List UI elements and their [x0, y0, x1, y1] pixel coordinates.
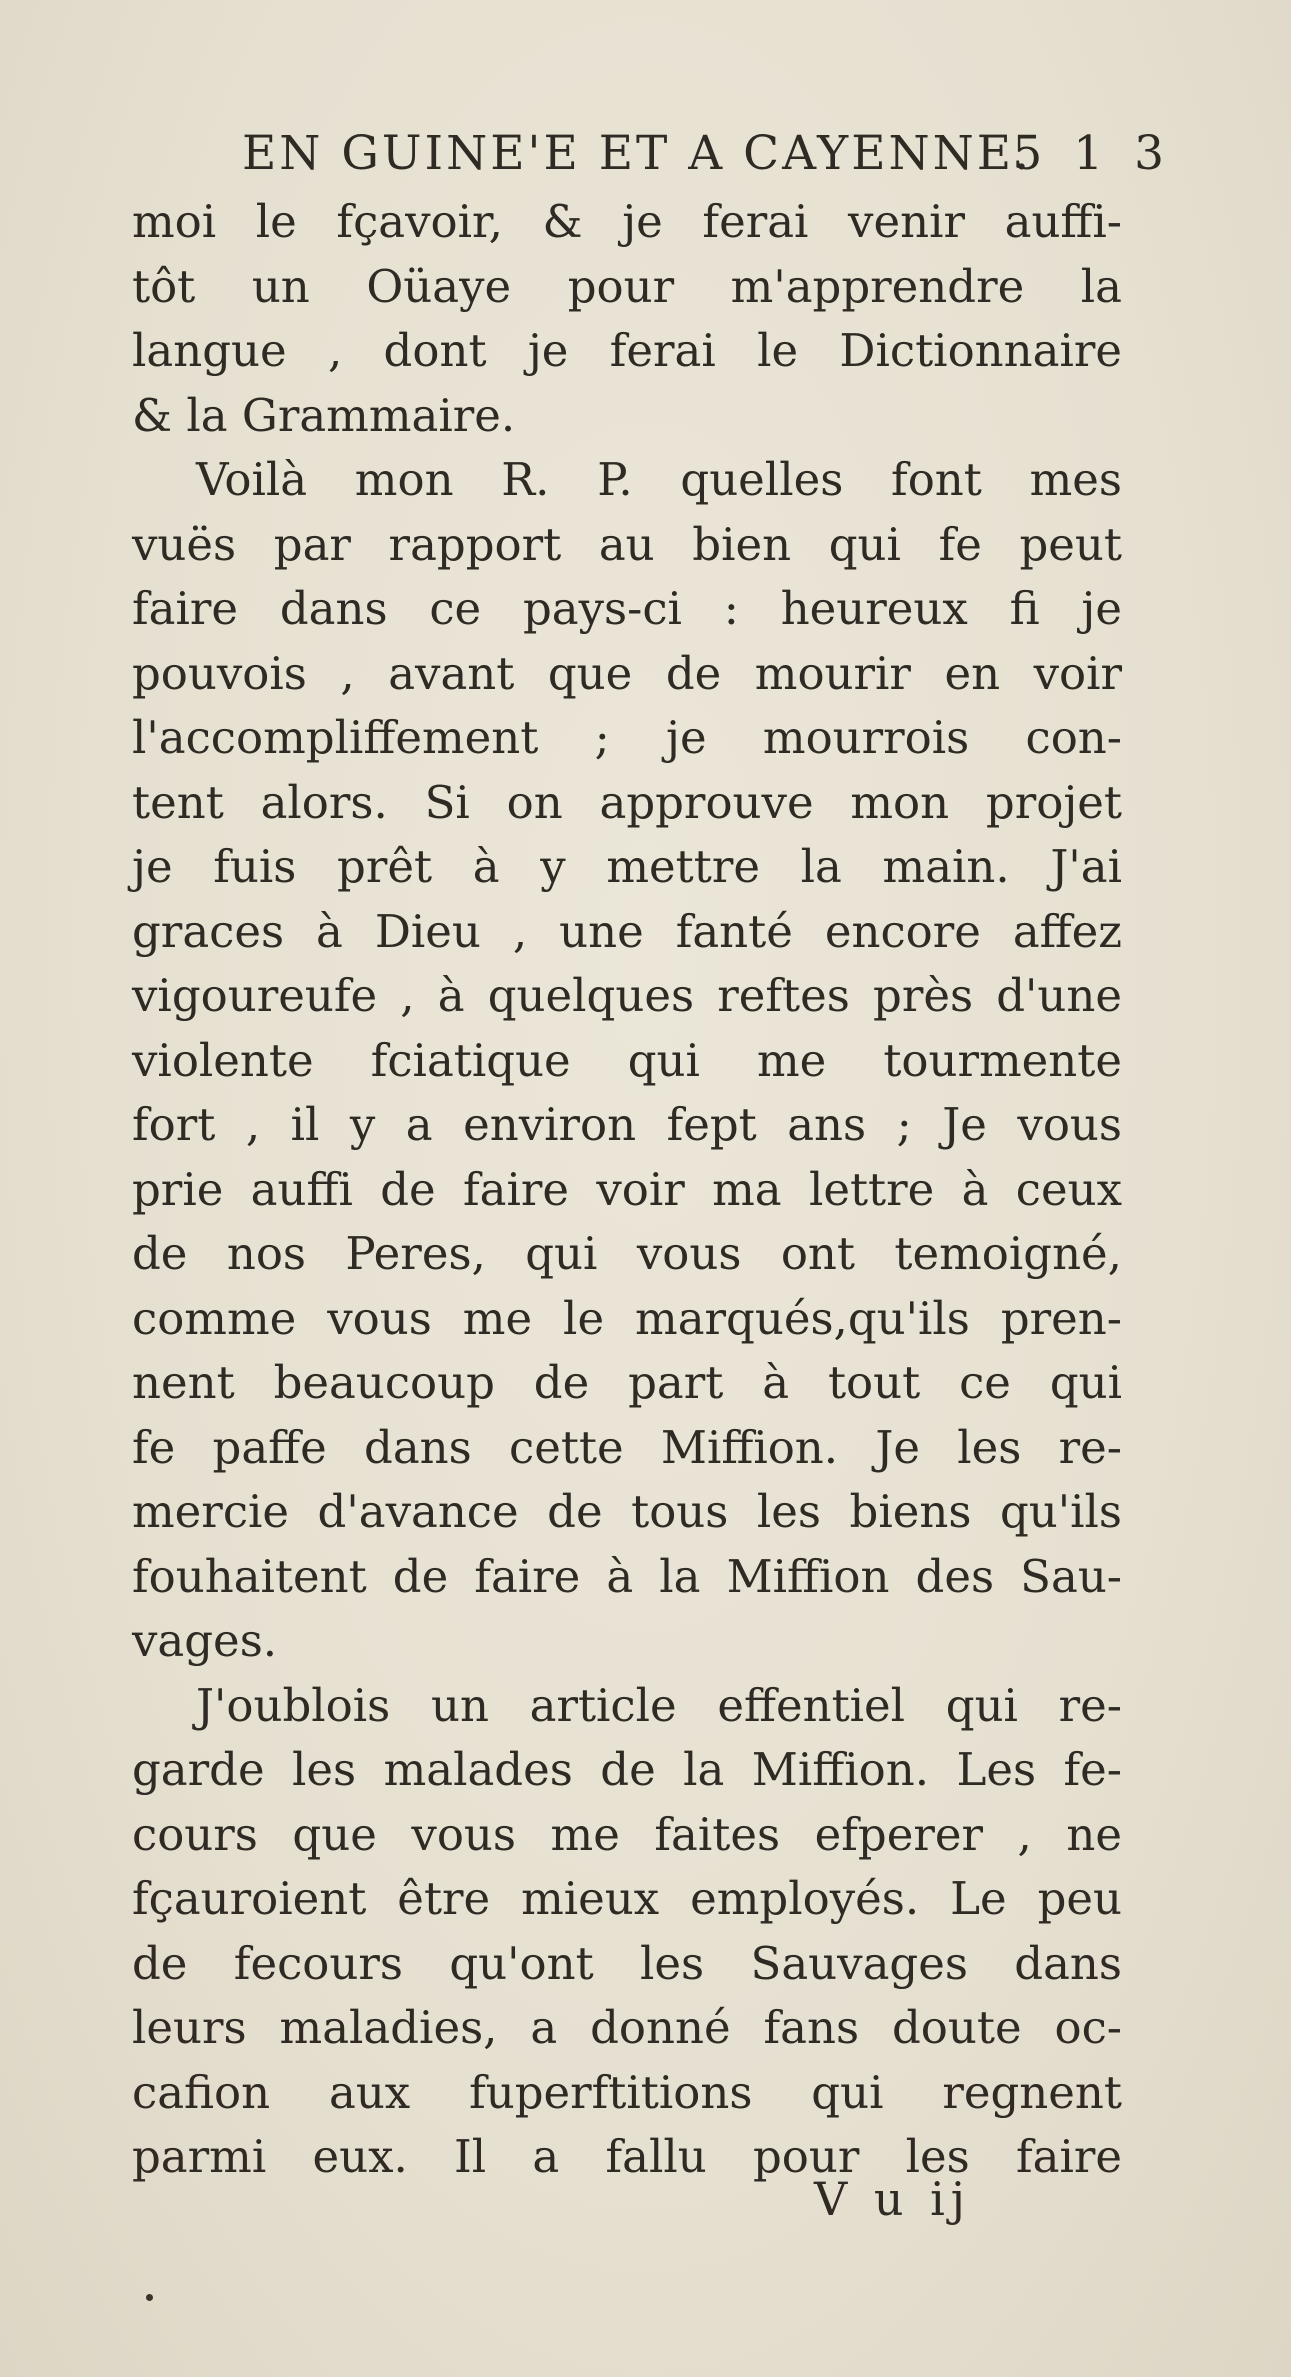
text-line: l'accompliffement ; je mourrois con-	[132, 711, 1122, 764]
running-head	[242, 126, 1172, 186]
text-line: vuës par rapport au bien qui fe peut	[132, 517, 1122, 571]
text-line: Voilà mon R. P. quelles font mes	[196, 453, 1122, 506]
signature-mark: V u ij	[814, 2172, 972, 2226]
page-number: 5 1 3	[1012, 126, 1172, 181]
body-text	[132, 190, 1122, 2190]
text-line: garde les malades de la Miffion. Les fe-	[132, 1743, 1122, 1796]
text-line: fort , il y a environ fept ans ; Je vous	[132, 1098, 1122, 1151]
text-line: violente fciatique qui me tourmente	[132, 1033, 1122, 1087]
text-line: cafion aux fuperftitions qui regnent	[132, 2065, 1122, 2119]
text-line: comme vous me le marqués,qu'ils pren-	[132, 1291, 1122, 1345]
running-head-title: EN GUINE'E ET A CAYENNE.	[242, 126, 1033, 181]
text-line: moi le fçavoir, & je ferai venir auffi-	[132, 195, 1122, 248]
text-line: fe paffe dans cette Miffion. Je les re-	[132, 1420, 1122, 1474]
text-line: nent beaucoup de part à tout ce qui	[132, 1356, 1122, 1409]
text-line: & la Grammaire.	[132, 388, 516, 442]
text-line: J'oublois un article effentiel qui re-	[196, 1678, 1122, 1732]
text-line: graces à Dieu , une fanté encore affez	[132, 904, 1122, 958]
text-line: tent alors. Si on approuve mon projet	[132, 775, 1122, 829]
text-line: cours que vous me faites efperer , ne	[132, 1807, 1122, 1861]
text-line: je fuis prêt à y mettre la main. J'ai	[132, 840, 1122, 893]
text-line: vigoureufe , à quelques reftes près d'une	[132, 969, 1122, 1022]
text-line: fouhaitent de faire à la Miffion des Sau-	[132, 1549, 1122, 1603]
text-line: tôt un Oüaye pour m'apprendre la	[132, 259, 1122, 313]
text-line: de fecours qu'ont les Sauvages dans	[132, 1936, 1122, 1990]
text-line: prie auffi de faire voir ma lettre à ceux	[132, 1162, 1122, 1216]
text-line: pouvois , avant que de mourir en voir	[132, 646, 1122, 700]
text-line: parmi eux. Il a fallu pour les faire	[132, 2130, 1122, 2183]
text-line: leurs maladies, a donné fans doute oc-	[132, 2001, 1122, 2054]
ink-speck	[146, 2294, 153, 2301]
text-line: faire dans ce pays-ci : heureux fi je	[132, 582, 1122, 635]
text-line: vages.	[132, 1614, 278, 1667]
text-line: langue , dont je ferai le Dictionnaire	[132, 324, 1122, 377]
text-line: mercie d'avance de tous les biens qu'ils	[132, 1485, 1122, 1538]
text-line: fçauroient être mieux employés. Le peu	[132, 1872, 1122, 1925]
text-line: de nos Peres, qui vous ont temoigné,	[132, 1227, 1122, 1280]
